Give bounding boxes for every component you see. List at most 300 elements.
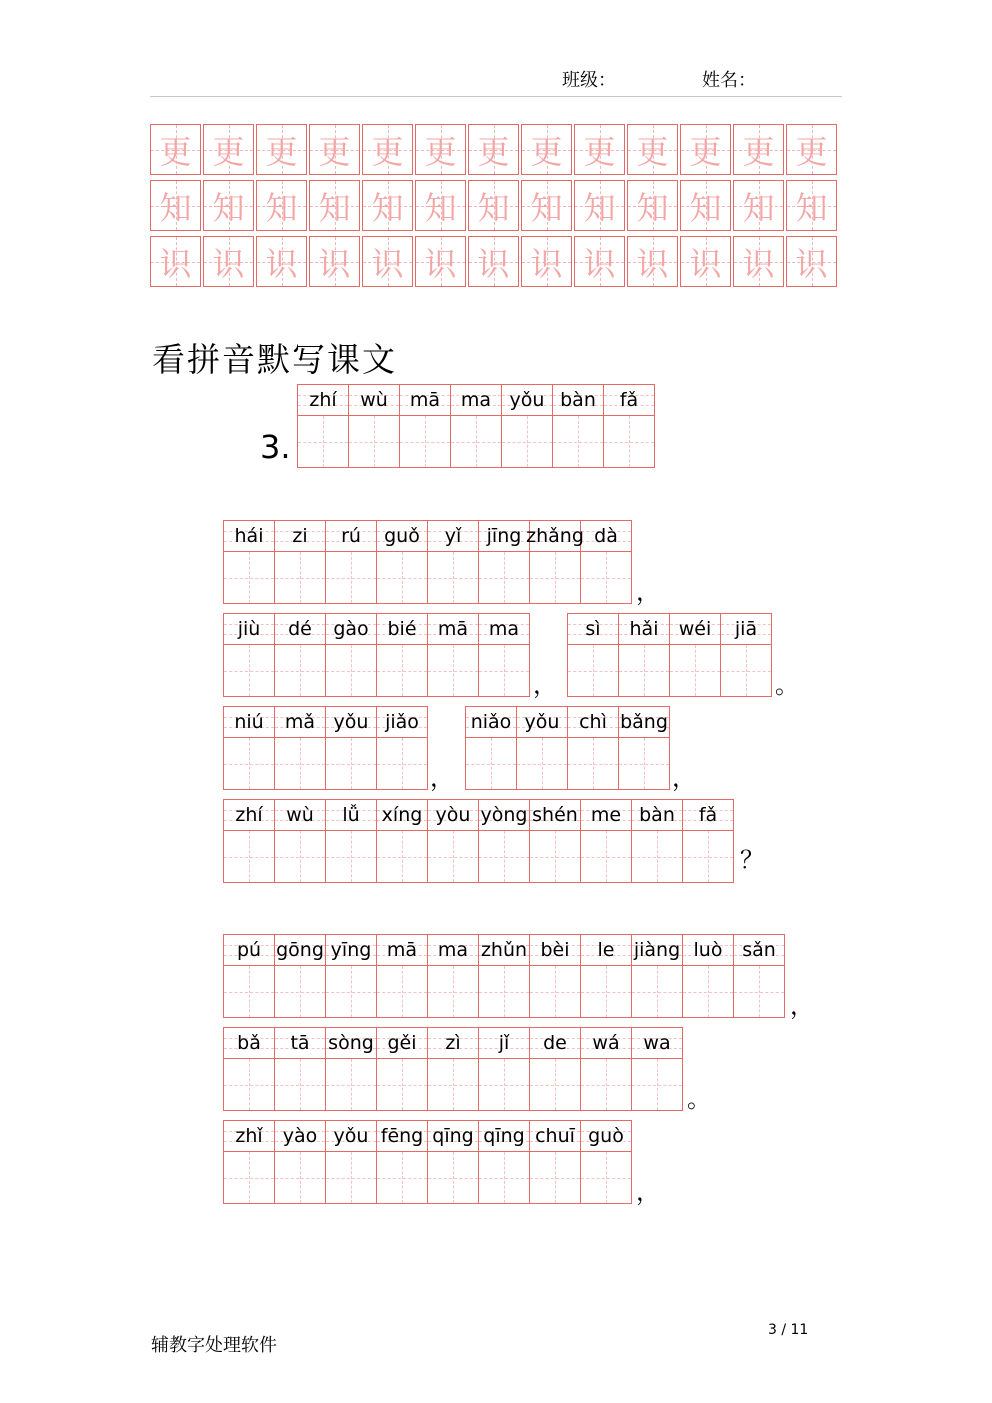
pinyin-cell [530,799,581,883]
punctuation-mark: ， [533,671,557,699]
pinyin-cell [568,613,619,697]
copy-cell[interactable] [521,124,572,175]
pinyin-band [224,614,274,645]
writing-box[interactable] [530,966,580,1017]
pinyin-band [224,1121,274,1152]
copy-char: 更 [212,132,245,171]
writing-box[interactable] [632,1059,682,1110]
writing-box[interactable] [530,831,580,882]
pinyin-cell [326,706,377,790]
copy-char: 识 [795,244,828,283]
copy-cell[interactable] [627,236,678,287]
pinyin-syllable: bǎng [620,710,668,733]
pinyin-cell [479,1120,530,1204]
pinyin-syllable: luò [693,938,723,961]
copy-char: 更 [689,132,722,171]
pinyin-band [275,1028,325,1059]
pinyin-cell [275,1027,326,1111]
punctuation-mark: ？ [740,846,764,874]
writing-box[interactable] [428,552,478,603]
pinyin-band [466,707,516,738]
pinyin-syllable: niǎo [470,710,512,733]
pinyin-band [298,385,348,416]
copy-cell[interactable] [521,180,572,231]
pinyin-cell [275,520,326,604]
copy-char: 知 [371,188,404,227]
pinyin-band [326,707,376,738]
writing-box[interactable] [377,831,427,882]
pinyin-cell [619,706,670,790]
pinyin-cell [530,934,581,1018]
pinyin-cell [224,799,275,883]
copy-cell[interactable] [309,236,360,287]
writing-box[interactable] [683,966,733,1017]
pinyin-band [632,800,682,831]
pinyin-band [275,521,325,552]
pinyin-cell [632,799,683,883]
writing-box[interactable] [619,645,669,696]
pinyin-cell [721,613,772,697]
pinyin-group [223,613,530,697]
pinyin-syllable: wá [592,1031,620,1054]
copy-cell[interactable] [415,124,466,175]
pinyin-cell [466,706,517,790]
pinyin-syllable: shén [532,803,578,826]
pinyin-syllable: sǎn [742,938,776,961]
copy-row [150,124,839,175]
copy-char: 识 [371,244,404,283]
pinyin-syllable: bèi [540,938,570,961]
copy-cell[interactable] [150,180,201,231]
copy-cell[interactable] [574,236,625,287]
copy-char: 识 [530,244,563,283]
pinyin-syllable: wù [360,388,388,411]
copy-cell[interactable] [468,236,519,287]
writing-box[interactable] [632,831,682,882]
pinyin-band [377,1121,427,1152]
copy-cell[interactable] [733,124,784,175]
pinyin-band [568,614,618,645]
pinyin-cell [479,520,530,604]
pinyin-cell [632,934,683,1018]
pinyin-band [479,800,529,831]
pinyin-cell [377,1120,428,1204]
writing-box[interactable] [721,645,771,696]
pinyin-syllable: qīng [483,1124,525,1147]
pinyin-syllable: ma [460,388,492,411]
copy-cell[interactable] [733,180,784,231]
pinyin-band [377,800,427,831]
pinyin-band [400,385,450,416]
pinyin-band [275,800,325,831]
pinyin-syllable: yǒu [333,710,369,733]
copy-char: 更 [318,132,351,171]
copy-cell[interactable] [415,236,466,287]
writing-box[interactable] [479,831,529,882]
pinyin-cell [581,799,632,883]
copy-cell[interactable] [627,124,678,175]
writing-box[interactable] [377,966,427,1017]
copy-cell[interactable] [468,180,519,231]
writing-box[interactable] [479,1152,529,1203]
copy-cell[interactable] [150,124,201,175]
copy-cell[interactable] [680,180,731,231]
name-label: 姓名： [702,70,756,91]
writing-box[interactable] [349,416,399,467]
punctuation-mark: 。 [775,671,799,699]
pinyin-syllable: zhí [309,388,337,411]
pinyin-band [428,1028,478,1059]
writing-box[interactable] [428,966,478,1017]
copy-cell[interactable] [203,180,254,231]
writing-box[interactable] [428,1059,478,1110]
pinyin-cell [428,934,479,1018]
pinyin-cell [428,799,479,883]
pinyin-cell [530,1120,581,1204]
pinyin-syllable: mǎ [284,710,316,733]
writing-box[interactable] [568,645,618,696]
pinyin-group [567,613,772,697]
writing-box[interactable] [326,966,376,1017]
pinyin-syllable: fǎ [698,803,718,826]
copy-row [150,180,839,231]
writing-box[interactable] [619,738,669,789]
pinyin-band [479,935,529,966]
header-divider [150,96,842,97]
pinyin-cell [275,706,326,790]
copy-cell[interactable] [468,124,519,175]
pinyin-cell [224,613,275,697]
punctuation-mark: ， [430,764,454,792]
writing-box[interactable] [400,416,450,467]
writing-box[interactable] [224,738,274,789]
pinyin-syllable: jiǎo [385,710,419,733]
writing-box[interactable] [275,966,325,1017]
pinyin-band [377,614,427,645]
pinyin-band [581,1121,631,1152]
copy-char: 知 [583,188,616,227]
pinyin-band [479,1028,529,1059]
pinyin-band [502,385,552,416]
page-number: 3 / 11 [768,1322,809,1338]
copy-cell[interactable] [203,236,254,287]
copy-cell[interactable] [521,236,572,287]
copy-char: 更 [477,132,510,171]
pinyin-band [619,614,669,645]
writing-box[interactable] [275,1059,325,1110]
copy-cell[interactable] [786,236,837,287]
writing-box[interactable] [377,738,427,789]
pinyin-cell [377,799,428,883]
copy-cell[interactable] [362,124,413,175]
copy-char: 识 [636,244,669,283]
writing-box[interactable] [581,831,631,882]
writing-box[interactable] [224,645,274,696]
copy-cell[interactable] [256,124,307,175]
writing-box[interactable] [275,552,325,603]
writing-box[interactable] [377,1152,427,1203]
copy-cell[interactable] [256,180,307,231]
pinyin-band [428,614,478,645]
writing-box[interactable] [451,416,501,467]
writing-box[interactable] [466,738,516,789]
section-title: 看拼音默写课文 [152,340,397,379]
pinyin-band [275,1121,325,1152]
copy-cell[interactable] [786,124,837,175]
pinyin-cell [526,520,584,604]
writing-box[interactable] [275,1152,325,1203]
copy-char: 知 [636,188,669,227]
copy-char: 知 [530,188,563,227]
writing-box[interactable] [377,1059,427,1110]
pinyin-group [223,1027,683,1111]
pinyin-syllable: jiā [734,617,758,640]
copy-cell[interactable] [680,124,731,175]
pinyin-band [619,707,669,738]
pinyin-band [377,521,427,552]
writing-box[interactable] [581,552,631,603]
writing-box[interactable] [581,1152,631,1203]
writing-box[interactable] [479,645,529,696]
pinyin-syllable: lǚ [342,803,360,826]
pinyin-band [377,1028,427,1059]
pinyin-band [683,935,733,966]
writing-box[interactable] [275,831,325,882]
copy-cell[interactable] [574,124,625,175]
pinyin-syllable: le [597,938,615,961]
copy-cell[interactable] [574,180,625,231]
pinyin-syllable: guǒ [384,524,420,547]
copy-char: 知 [742,188,775,227]
writing-box[interactable] [224,1059,274,1110]
writing-box[interactable] [530,1059,580,1110]
copy-char: 识 [159,244,192,283]
copy-cell[interactable] [362,236,413,287]
writing-box[interactable] [479,552,529,603]
writing-box[interactable] [224,966,274,1017]
pinyin-cell [604,384,655,468]
pinyin-band [581,1028,631,1059]
pinyin-syllable: zhǐ [235,1124,263,1147]
pinyin-band [224,800,274,831]
writing-box[interactable] [517,738,567,789]
pinyin-cell [428,1027,479,1111]
pinyin-band [632,1028,682,1059]
pinyin-band [326,1121,376,1152]
question-number: 3. [260,428,291,466]
copy-cell[interactable] [627,180,678,231]
copy-cell[interactable] [733,236,784,287]
pinyin-syllable: jǐ [498,1031,510,1054]
pinyin-band [581,521,631,552]
copy-char: 更 [424,132,457,171]
punctuation-mark: ， [636,1178,660,1206]
copy-cell[interactable] [150,236,201,287]
writing-box[interactable] [683,831,733,882]
writing-box[interactable] [377,645,427,696]
pinyin-syllable: zhí [235,803,263,826]
pinyin-cell [326,799,377,883]
pinyin-band [530,800,580,831]
pinyin-band [526,521,584,552]
pinyin-syllable: mā [437,617,469,640]
pinyin-band [604,385,654,416]
writing-box[interactable] [224,552,274,603]
pinyin-cell [632,1027,683,1111]
pinyin-syllable: bié [387,617,417,640]
writing-box[interactable] [326,1059,376,1110]
pinyin-band [428,800,478,831]
writing-box[interactable] [553,416,603,467]
writing-box[interactable] [275,738,325,789]
pinyin-band [326,1028,376,1059]
q3-pinyin-grid [297,384,655,468]
copy-char: 识 [212,244,245,283]
pinyin-cell [683,799,734,883]
punctuation-mark: ， [636,578,660,606]
writing-box[interactable] [530,1152,580,1203]
writing-box[interactable] [224,831,274,882]
pinyin-syllable: zì [445,1031,461,1054]
pinyin-band [275,935,325,966]
pinyin-cell [553,384,604,468]
copy-char: 知 [318,188,351,227]
pinyin-cell [530,1027,581,1111]
pinyin-syllable: dé [288,617,312,640]
copy-char: 更 [159,132,192,171]
writing-box[interactable] [670,645,720,696]
copy-char: 更 [530,132,563,171]
pinyin-syllable: bǎ [237,1031,261,1054]
writing-box[interactable] [428,645,478,696]
pinyin-cell [377,520,428,604]
writing-box[interactable] [428,831,478,882]
pinyin-cell [349,384,400,468]
pinyin-cell [377,934,428,1018]
pinyin-syllable: bàn [560,388,596,411]
pinyin-syllable: niú [234,710,264,733]
writing-box[interactable] [377,552,427,603]
writing-box[interactable] [581,966,631,1017]
writing-box[interactable] [502,416,552,467]
copy-cell[interactable] [415,180,466,231]
pinyin-cell [377,706,428,790]
pinyin-syllable: jiàng [633,938,681,961]
writing-box[interactable] [479,1059,529,1110]
copy-cell[interactable] [680,236,731,287]
writing-box[interactable] [326,552,376,603]
footer-software-name: 辅教字处理软件 [151,1335,277,1356]
pinyin-cell [734,934,785,1018]
writing-box[interactable] [326,1152,376,1203]
pinyin-cell [326,520,377,604]
pinyin-cell [326,934,377,1018]
copy-cell[interactable] [786,180,837,231]
copy-char: 识 [477,244,510,283]
pinyin-cell [581,1027,632,1111]
writing-box[interactable] [326,738,376,789]
pinyin-band [670,614,720,645]
pinyin-band [326,935,376,966]
pinyin-syllable: xíng [381,803,423,826]
writing-box[interactable] [326,645,376,696]
writing-box[interactable] [326,831,376,882]
writing-box[interactable] [568,738,618,789]
writing-box[interactable] [530,552,580,603]
pinyin-band [224,1028,274,1059]
pinyin-group [223,706,428,790]
pinyin-cell [224,706,275,790]
writing-box[interactable] [428,1152,478,1203]
writing-box[interactable] [298,416,348,467]
writing-box[interactable] [581,1059,631,1110]
copy-char: 更 [636,132,669,171]
pinyin-cell [298,384,349,468]
pinyin-syllable: rú [341,524,361,547]
pinyin-cell [581,520,632,604]
pinyin-group [223,799,734,883]
pinyin-syllable: mā [386,938,418,961]
pinyin-cell [224,1120,275,1204]
pinyin-band [428,1121,478,1152]
pinyin-cell [377,613,428,697]
copy-cell[interactable] [309,124,360,175]
copy-cell[interactable] [309,180,360,231]
writing-box[interactable] [604,416,654,467]
pinyin-band [721,614,771,645]
pinyin-band [275,614,325,645]
pinyin-syllable: zi [292,524,308,547]
pinyin-band [517,707,567,738]
pinyin-syllable: de [543,1031,567,1054]
pinyin-band [479,521,529,552]
copy-char: 识 [318,244,351,283]
pinyin-band [530,1028,580,1059]
pinyin-syllable: mā [409,388,441,411]
pinyin-syllable: yòu [435,803,471,826]
pinyin-syllable: tā [290,1031,310,1054]
pinyin-syllable: fēng [380,1124,424,1147]
pinyin-syllable: wéi [678,617,712,640]
pinyin-cell [400,384,451,468]
pinyin-cell [619,613,670,697]
copy-cell[interactable] [203,124,254,175]
writing-box[interactable] [734,966,784,1017]
pinyin-band [479,1121,529,1152]
copy-char: 识 [424,244,457,283]
pinyin-syllable: sì [585,617,601,640]
copy-char: 更 [795,132,828,171]
copy-cell[interactable] [256,236,307,287]
copy-char: 知 [265,188,298,227]
writing-box[interactable] [479,966,529,1017]
pinyin-syllable: yǒu [524,710,560,733]
pinyin-syllable: pú [236,938,262,961]
writing-box[interactable] [224,1152,274,1203]
pinyin-cell [224,1027,275,1111]
pinyin-band [581,800,631,831]
writing-box[interactable] [632,966,682,1017]
copy-char: 更 [371,132,404,171]
pinyin-syllable: me [590,803,622,826]
pinyin-cell [428,520,479,604]
pinyin-syllable: chuī [535,1124,575,1147]
pinyin-syllable: jiù [237,617,261,640]
writing-box[interactable] [275,645,325,696]
pinyin-syllable: qīng [432,1124,474,1147]
pinyin-group [223,520,632,604]
copy-cell[interactable] [362,180,413,231]
